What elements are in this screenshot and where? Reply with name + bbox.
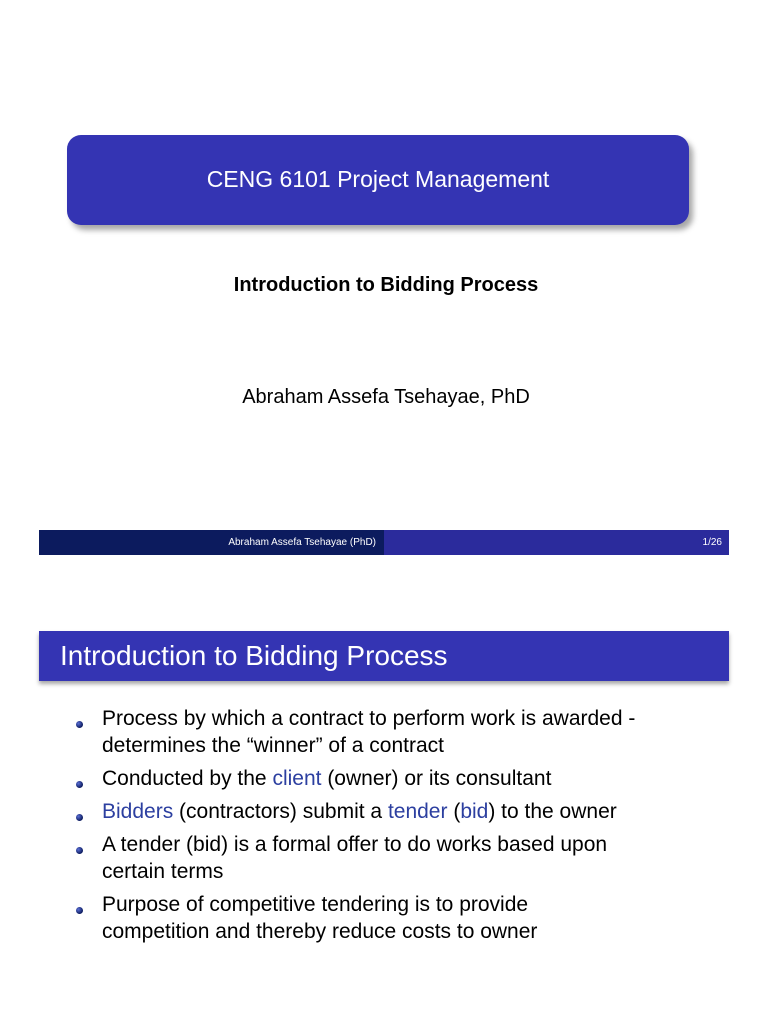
ball-bullet-icon xyxy=(76,814,83,821)
ball-bullet-icon xyxy=(76,781,83,788)
list-item xyxy=(76,765,726,792)
slide-title-box xyxy=(67,135,689,225)
bullet-text-line: Process by which a contract to perform work is awarded - xyxy=(102,707,636,730)
footer-page-number: 1/26 xyxy=(702,537,722,548)
frame-title: Introduction to Bidding Process xyxy=(60,640,448,671)
bullet-text-line: A tender (bid) is a formal offer to do works based upon xyxy=(102,833,608,856)
highlight-client: client xyxy=(272,767,322,790)
bullet-text: (owner) or its consultant xyxy=(321,767,552,790)
bullet-text: ( xyxy=(447,800,461,823)
bullet-text: (contractors) submit a xyxy=(173,800,388,823)
bullet-text-line: Purpose of competitive tendering is to provide xyxy=(102,893,529,916)
slide-footer xyxy=(39,530,729,555)
list-item xyxy=(76,705,726,759)
frame-title-bar xyxy=(39,631,729,681)
highlight-bid: bid xyxy=(460,800,489,823)
highlight-tender: tender xyxy=(387,800,448,823)
highlight-bidders: Bidders xyxy=(102,800,174,823)
bullet-text: ) to the owner xyxy=(488,800,617,823)
ball-bullet-icon xyxy=(76,721,83,728)
ball-bullet-icon xyxy=(76,907,83,914)
slide-subtitle: Introduction to Bidding Process xyxy=(233,274,539,296)
list-item xyxy=(76,831,726,885)
footer-page-section xyxy=(384,530,729,555)
slide-author: Abraham Assefa Tsehayae, PhD xyxy=(242,386,530,408)
list-item xyxy=(76,891,726,945)
slide-title: CENG 6101 Project Management xyxy=(206,165,550,192)
list-item xyxy=(76,798,726,825)
footer-author: Abraham Assefa Tsehayae (PhD) xyxy=(228,537,376,548)
bullet-text-line: competition and thereby reduce costs to owner xyxy=(102,920,538,943)
ball-bullet-icon xyxy=(76,847,83,854)
bullet-text-line: determines the “winner” of a contract xyxy=(102,734,444,757)
bullet-text: Conducted by the xyxy=(102,767,273,790)
footer-author-section xyxy=(39,530,384,555)
bullet-text-line: certain terms xyxy=(102,860,224,883)
bullet-list xyxy=(76,705,726,951)
